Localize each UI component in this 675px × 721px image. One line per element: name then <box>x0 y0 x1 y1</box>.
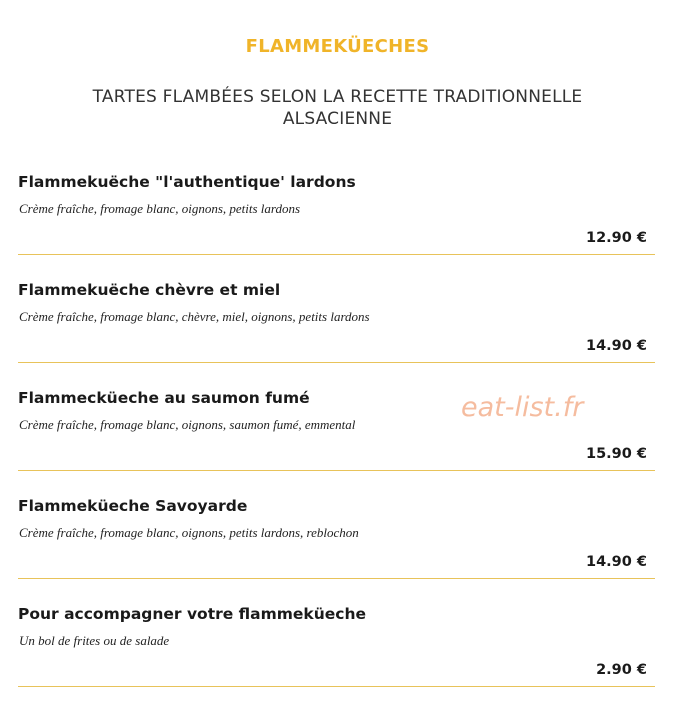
item-name: Flammekuëche chèvre et miel <box>18 281 281 299</box>
menu-item <box>18 596 655 687</box>
item-price: 14.90 € <box>585 554 647 570</box>
item-description: Crème fraîche, fromage blanc, oignons, petits lardons, reblochon <box>19 525 359 540</box>
item-price: 14.90 € <box>585 338 647 354</box>
item-name: Flammecküeche au saumon fumé <box>18 389 310 407</box>
menu-item <box>18 272 655 363</box>
item-description: Crème fraîche, fromage blanc, oignons, saumon fumé, emmental <box>19 417 356 432</box>
item-description: Un bol de frites ou de salade <box>19 633 170 648</box>
menu-item <box>18 164 655 255</box>
item-price: 2.90 € <box>596 662 647 678</box>
watermark-text: eat-list.fr <box>461 392 584 423</box>
item-name: Pour accompagner votre flammeküeche <box>18 605 367 623</box>
item-name: Flammekuëche "l'authentique' lardons <box>18 173 356 191</box>
section-subtitle: TARTES FLAMBÉES SELON LA RECETTE TRADITIONNELLE ALSACIENNE <box>92 87 583 129</box>
item-name: Flammeküeche Savoyarde <box>18 497 248 515</box>
item-price: 15.90 € <box>585 446 647 462</box>
item-description: Crème fraîche, fromage blanc, chèvre, miel, oignons, petits lardons <box>19 309 370 324</box>
item-description: Crème fraîche, fromage blanc, oignons, petits lardons <box>19 201 301 216</box>
item-price: 12.90 € <box>585 230 647 246</box>
menu-item <box>18 488 655 579</box>
menu-list <box>18 164 655 704</box>
section-title: FLAMMEKÜECHES <box>245 36 430 57</box>
